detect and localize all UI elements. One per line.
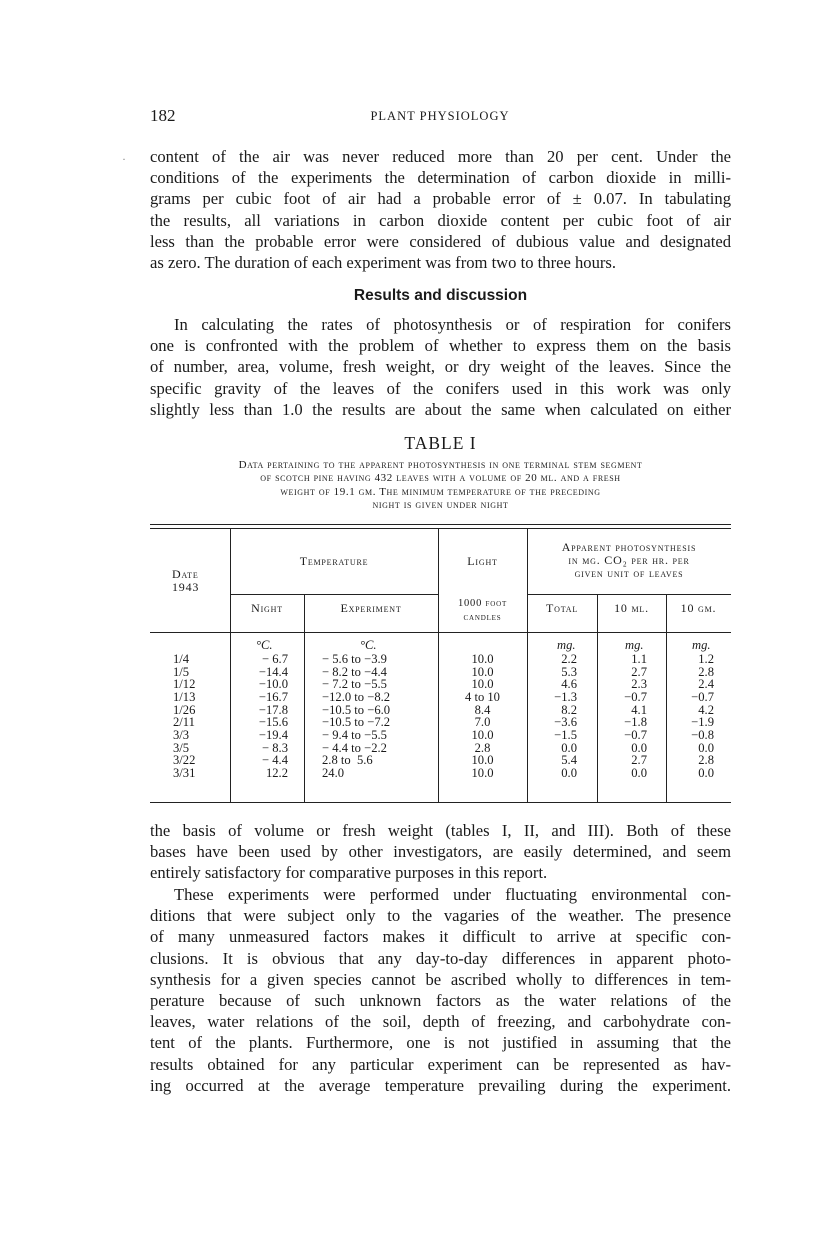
- header-10gm: 10 gm.: [680, 601, 717, 615]
- caption-line: night is given under night: [372, 498, 509, 511]
- table-cell-date: 2/11: [173, 715, 195, 730]
- paragraph-line: ing occurred at the average temperature prevailing during the experiment.: [150, 1075, 731, 1095]
- table-cell-total: 5.4: [561, 753, 577, 768]
- table-cell-date: 1/26: [173, 702, 196, 717]
- table-cell-10ml: 2.3: [631, 677, 647, 692]
- paragraph-line: of many unmeasured factors makes it difficult to arrive at specific con-: [150, 927, 731, 947]
- paragraph-line: conditions of the experiments the determination of carbon dioxide in milli-: [150, 168, 731, 188]
- table-cell-10gm: −0.8: [691, 727, 714, 742]
- header-10ml: 10 ml.: [614, 601, 649, 615]
- paragraph-line: entirely satisfactory for comparative purposes in this report.: [150, 863, 548, 883]
- paragraph-line: tent of the plants. Furthermore, one is not justified in assuming that the: [150, 1033, 731, 1053]
- table-cell-date: 1/4: [173, 652, 190, 666]
- paragraph-line: bases have been used by other investigators, are easily determined, and seem: [150, 842, 731, 862]
- table-cell-10gm: −1.9: [691, 715, 714, 730]
- table-cell-total: 2.2: [561, 652, 577, 666]
- table-cell-light: 8.4: [474, 702, 491, 717]
- table-cell-total: 4.6: [561, 677, 577, 692]
- column-light: [445, 653, 520, 780]
- table-cell-date: 1/13: [173, 689, 196, 704]
- column-night: [240, 653, 288, 780]
- caption-line: of scotch pine having 432 leaves with a volume of 20 ml. and a fresh: [260, 472, 621, 485]
- table-cell-10ml: −0.7: [624, 689, 647, 704]
- table-cell-10ml: −1.8: [624, 715, 647, 730]
- table-cell-night: −19.4: [258, 727, 288, 742]
- table-rule: [150, 524, 731, 525]
- table-cell-total: −1.3: [554, 689, 577, 704]
- caption-line: weight of 19.1 gm. The minimum temperature of the preceding: [280, 485, 601, 498]
- table-column-rule: [438, 529, 439, 802]
- table-cell-experiment: −12.0 to −8.2: [322, 689, 391, 704]
- table-cell-light: 10.0: [471, 765, 494, 780]
- table-cell-10gm: 2.8: [698, 664, 714, 679]
- table-rule: [230, 594, 438, 595]
- header-date: Date 1943: [172, 567, 200, 594]
- table-rule: [527, 594, 731, 595]
- table-cell-experiment: 2.8 to 5.6: [322, 753, 373, 768]
- table-column-rule: [230, 529, 231, 802]
- column-10gm: [672, 653, 714, 780]
- table-cell-experiment: − 8.2 to −4.4: [322, 664, 387, 679]
- table-cell-experiment: −10.5 to −6.0: [322, 702, 391, 717]
- unit-night: °C.: [256, 638, 273, 652]
- header-experiment: Experiment: [340, 601, 402, 615]
- table-cell-date: 3/3: [173, 727, 190, 742]
- table-cell-light: 7.0: [474, 715, 491, 730]
- table-cell-night: −15.6: [258, 715, 288, 730]
- paragraph-line: content of the air was never reduced more than 20 per cent. Under the: [150, 147, 731, 166]
- table-cell-night: 12.2: [265, 765, 288, 780]
- column-date: [173, 653, 223, 780]
- table-column-rule: [304, 594, 305, 802]
- header-total: Total: [545, 601, 579, 615]
- paragraph-1: [150, 146, 731, 273]
- table-cell-10gm: 0.0: [698, 740, 714, 755]
- paragraph-line: less than the probable error were considered of dubious value and designated: [150, 231, 731, 251]
- paragraph-line: results obtained for any particular experiment can be represented as hav-: [150, 1054, 731, 1074]
- table-cell-light: 10.0: [471, 753, 494, 768]
- paragraph-line: as zero. The duration of each experiment was from two to three hours.: [150, 253, 617, 273]
- table-cell-night: − 6.7: [262, 652, 288, 666]
- caption-line: Data pertaining to the apparent photosynthesis in one terminal stem segment: [238, 459, 643, 471]
- table-cell-experiment: − 7.2 to −5.5: [322, 677, 387, 692]
- table-cell-light: 2.8: [474, 740, 491, 755]
- table-column-rule: [597, 594, 598, 802]
- paragraph-line: ditions that were subject only to the vagaries of the weather. The presence: [150, 906, 731, 926]
- table-cell-10ml: 4.1: [631, 702, 647, 717]
- table-cell-10gm: 2.4: [698, 677, 714, 692]
- table-title: TABLE I: [404, 433, 477, 453]
- table-cell-night: −14.4: [258, 664, 288, 679]
- unit-10gm: mg.: [692, 638, 711, 652]
- table-cell-light: 10.0: [471, 727, 494, 742]
- column-10ml: [605, 653, 647, 780]
- table-rule: [150, 802, 731, 803]
- table-cell-light: 4 to 10: [465, 689, 500, 704]
- header-light: Light: [467, 554, 498, 568]
- column-total: [535, 653, 577, 780]
- paragraph-4: [150, 884, 731, 1096]
- table-cell-total: 8.2: [561, 702, 577, 717]
- table-rule: [150, 528, 731, 529]
- header-night: Night: [251, 601, 283, 615]
- paragraph-line: clusions. It is obvious that any day-to-day differences in apparent photo-: [150, 948, 731, 968]
- table-cell-total: 5.3: [561, 664, 577, 679]
- column-experiment: [322, 653, 432, 780]
- paragraph-line: synthesis for a given species cannot be ascribed wholly to differences in tem-: [150, 969, 731, 989]
- table-cell-experiment: − 5.6 to −3.9: [322, 652, 387, 666]
- table-cell-10gm: −0.7: [691, 689, 714, 704]
- unit-total: mg.: [557, 638, 576, 652]
- table-cell-experiment: −10.5 to −7.2: [322, 715, 391, 730]
- paragraph-line: slightly less than 1.0 the results are about the same when calculated on either: [150, 399, 731, 419]
- table-cell-night: −17.8: [258, 702, 288, 717]
- table-cell-10ml: 0.0: [631, 765, 647, 780]
- table-cell-night: − 4.4: [262, 753, 288, 768]
- table-cell-experiment: − 9.4 to −5.5: [322, 727, 387, 742]
- table-cell-10gm: 4.2: [698, 702, 714, 717]
- table-cell-10ml: 2.7: [631, 753, 647, 768]
- table-cell-total: 0.0: [561, 740, 577, 755]
- table-cell-date: 3/31: [173, 765, 196, 780]
- paragraph-line: of number, area, volume, fresh weight, or dry weight of the leaves. Since the: [150, 357, 731, 377]
- table-cell-light: 10.0: [471, 652, 494, 666]
- table-cell-date: 3/22: [173, 753, 196, 768]
- table-rule: [150, 632, 731, 633]
- table-cell-experiment: 24.0: [322, 765, 345, 780]
- table-cell-light: 10.0: [471, 664, 494, 679]
- table-cell-10ml: −0.7: [624, 727, 647, 742]
- table-cell-light: 10.0: [471, 677, 494, 692]
- table-caption: [150, 459, 731, 512]
- table-cell-10ml: 0.0: [631, 740, 647, 755]
- paragraph-line: one is confronted with the problem of whether to express them on the basis: [150, 336, 731, 356]
- table-cell-date: 1/5: [173, 664, 190, 679]
- table-cell-10gm: 1.2: [698, 652, 714, 666]
- section-heading: Results and discussion: [353, 287, 528, 304]
- page-number: 182: [150, 106, 176, 125]
- paragraph-line: specific gravity of the leaves of the conifers used in this work was only: [150, 378, 731, 398]
- paragraph-line: These experiments were performed under fluctuating environmental con-: [174, 885, 731, 904]
- paragraph-3: [150, 820, 731, 884]
- table-cell-date: 3/5: [173, 740, 190, 755]
- table-cell-total: −1.5: [554, 727, 577, 742]
- stray-mark: ·: [122, 152, 126, 166]
- unit-experiment: °C.: [360, 638, 377, 652]
- paragraph-line: In calculating the rates of photosynthesis or of respiration for conifers: [174, 315, 731, 334]
- paragraph-line: the results, all variations in carbon dioxide content per cubic foot of air: [150, 210, 731, 230]
- table-cell-total: −3.6: [554, 715, 577, 730]
- paragraph-line: perature because of such unknown factors as the water relations of the: [150, 991, 731, 1011]
- page-header: [150, 106, 730, 130]
- header-temperature: Temperature: [299, 554, 369, 568]
- unit-10ml: mg.: [625, 638, 644, 652]
- table-column-rule: [666, 594, 667, 802]
- table-cell-total: 0.0: [561, 765, 577, 780]
- header-light-unit: 1000 foot candles: [457, 598, 508, 623]
- table-cell-10ml: 1.1: [631, 652, 647, 666]
- table-cell-date: 1/12: [173, 677, 196, 692]
- table-cell-night: − 8.3: [262, 740, 288, 755]
- running-title: PLANT PHYSIOLOGY: [370, 109, 510, 123]
- paragraph-line: grams per cubic foot of air had a probable error of ± 0.07. In tabulating: [150, 189, 731, 209]
- table-cell-night: −16.7: [258, 689, 288, 704]
- table-cell-night: −10.0: [258, 677, 288, 692]
- table-cell-10gm: 2.8: [698, 753, 714, 768]
- table-cell-experiment: − 4.4 to −2.2: [322, 740, 387, 755]
- paragraph-line: the basis of volume or fresh weight (tables I, II, and III). Both of these: [150, 821, 731, 840]
- paragraph-2: [150, 314, 731, 420]
- header-apparent-photosynthesis: Apparent photosynthesis in mg. CO₂ per hr. per given unit of leaves: [561, 540, 697, 580]
- table-cell-10ml: 2.7: [631, 664, 647, 679]
- table-cell-10gm: 0.0: [698, 765, 714, 780]
- paragraph-line: leaves, water relations of the soil, depth of freezing, and carbohydrate con-: [150, 1012, 731, 1032]
